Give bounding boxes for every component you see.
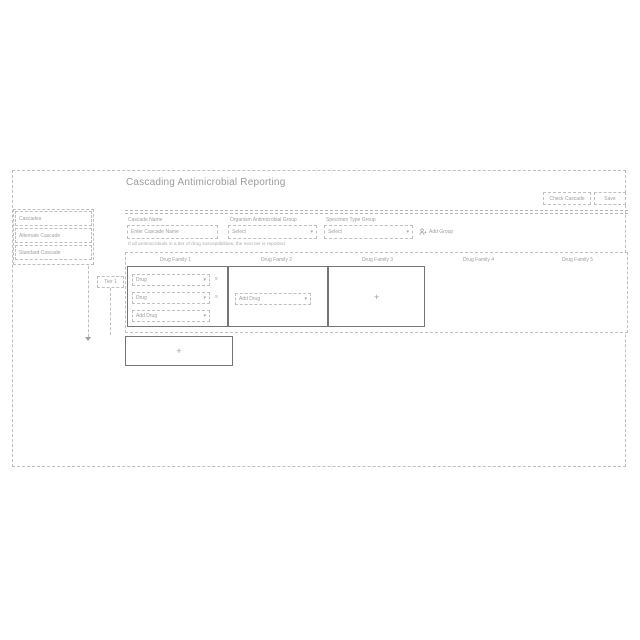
- drug-select-1[interactable]: [132, 274, 210, 286]
- sidebar-item-cascades[interactable]: Cascades: [15, 211, 92, 226]
- column-header-drug-family-5: Drug Family 5: [561, 257, 594, 263]
- drag-handle-icon[interactable]: ≡: [215, 276, 218, 282]
- cascade-helper-text: If all antimicrobials in a tier of drug susceptibilities, the next tier is reported: [128, 242, 285, 247]
- save-button[interactable]: Save: [594, 192, 626, 205]
- chevron-down-icon: ▾: [310, 229, 313, 235]
- drug-select-2-value: Drug: [136, 295, 147, 301]
- sidebar-item-standard-cascade[interactable]: Standard Cascade: [15, 245, 92, 260]
- add-group-action[interactable]: [419, 227, 453, 237]
- drag-handle-icon[interactable]: ≡: [215, 294, 218, 300]
- column-header-drug-family-4: Drug Family 4: [462, 257, 495, 263]
- add-person-icon: [419, 228, 427, 236]
- drug-select-1-value: Drug: [136, 277, 147, 283]
- tier-1-label: Tier 1: [97, 276, 124, 288]
- column-header-drug-family-1: Drug Family 1: [159, 257, 192, 263]
- connector-line-left: [88, 266, 89, 337]
- chevron-down-icon: ▾: [406, 229, 409, 235]
- add-drug-value: Add Drug: [239, 296, 261, 302]
- column-header-drug-family-3: Drug Family 3: [361, 257, 394, 263]
- add-drug-select-family-1[interactable]: [132, 310, 210, 322]
- add-plus-icon: +: [176, 346, 182, 356]
- organism-group-label: Organism Antimicrobial Group: [230, 217, 297, 223]
- specimen-group-select[interactable]: [324, 225, 413, 239]
- organism-group-value: Select: [232, 229, 246, 235]
- cascade-name-label: Cascade Name: [128, 217, 163, 223]
- tier-2-drop-zone[interactable]: [125, 336, 233, 366]
- cascade-name-placeholder: Enter Cascade Name: [131, 229, 179, 235]
- specimen-group-value: Select: [328, 229, 342, 235]
- drug-family-3-cell[interactable]: [328, 266, 425, 327]
- chevron-down-icon: ▾: [203, 295, 206, 301]
- drug-family-1-cell: [127, 266, 228, 327]
- drug-select-2[interactable]: [132, 292, 210, 304]
- column-header-drug-family-2: Drug Family 2: [260, 257, 293, 263]
- cascade-name-input[interactable]: [127, 225, 218, 239]
- add-drug-select-family-2[interactable]: [235, 293, 311, 305]
- chevron-down-icon: ▾: [203, 313, 206, 319]
- connector-line-tier: [110, 288, 111, 335]
- header-divider: [125, 210, 628, 214]
- add-drug-value: Add Drug: [136, 313, 158, 319]
- organism-group-select[interactable]: [228, 225, 317, 239]
- sidebar-item-alternate-cascade[interactable]: Alternate Cascade: [15, 228, 92, 243]
- add-group-label: Add Group: [429, 229, 454, 235]
- drug-family-2-cell: [228, 266, 328, 327]
- chevron-down-icon: ▾: [304, 296, 307, 302]
- add-plus-icon: +: [373, 291, 380, 302]
- page-title: Cascading Antimicrobial Reporting: [126, 177, 286, 188]
- connector-arrow-icon: [85, 337, 91, 341]
- specimen-group-label: Specimen Type Group: [326, 217, 376, 223]
- check-cascade-button[interactable]: Check Cascade: [543, 192, 591, 205]
- chevron-down-icon: ▾: [203, 277, 206, 283]
